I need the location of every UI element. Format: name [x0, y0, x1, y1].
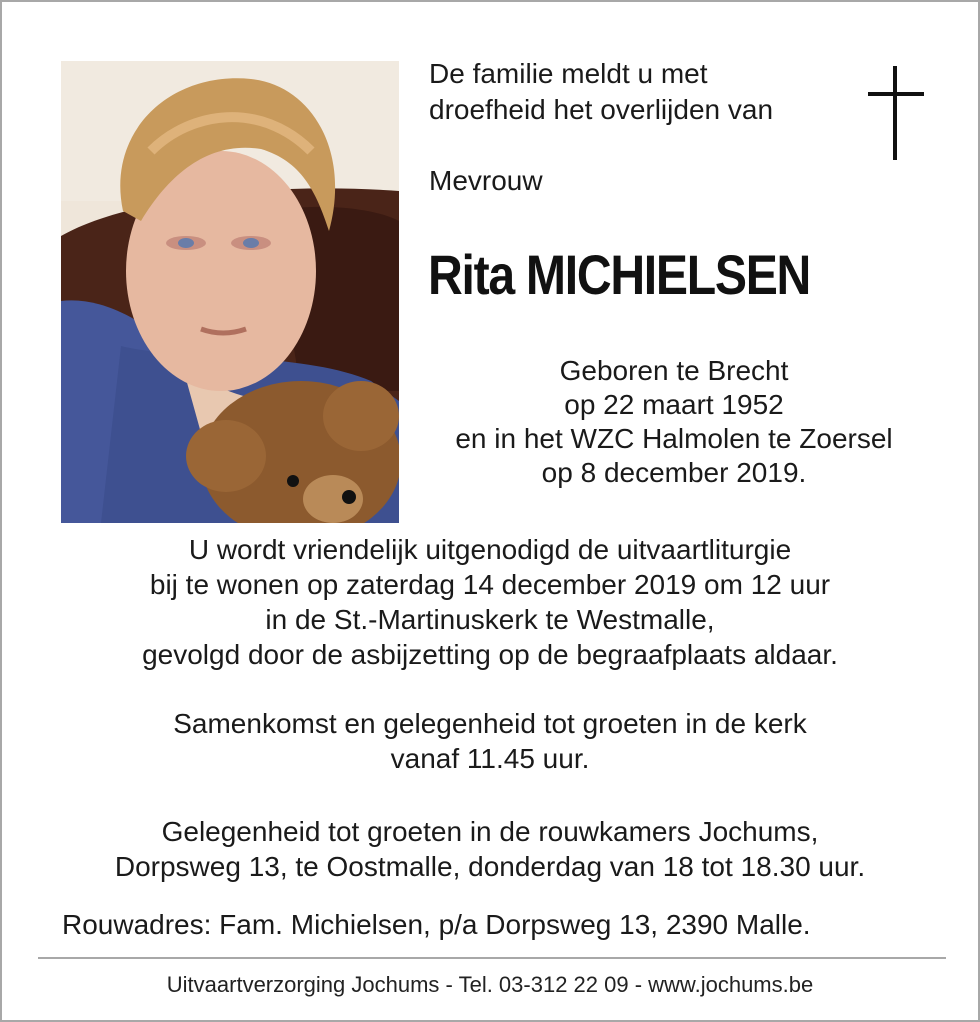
visitation-line: Gelegenheid tot groeten in de rouwkamers Jochums,	[161, 816, 819, 847]
invitation-line: gevolgd door de asbijzetting op de begraafplaats aldaar.	[142, 639, 838, 670]
funeral-invitation	[2, 532, 978, 672]
invitation-line: in de St.-Martinuskerk te Westmalle,	[265, 604, 715, 635]
intro-line-1: De familie meldt u met	[429, 58, 708, 89]
birth-line-1: Geboren te Brecht	[559, 355, 789, 386]
honorific: Mevrouw	[429, 165, 543, 196]
gathering-line: Samenkomst en gelegenheid tot groeten in de kerk	[173, 708, 807, 739]
invitation-line: U wordt vriendelijk uitgenodigd de uitvaartliturgie	[188, 534, 792, 565]
latin-cross-icon	[868, 66, 924, 160]
death-line-1: en in het WZC Halmolen te Zoersel	[455, 423, 893, 454]
funeral-home-footer: Uitvaartverzorging Jochums - Tel. 03-312 22 09 - www.jochums.be	[166, 972, 814, 997]
portrait-photo	[61, 61, 399, 523]
mourning-address: Rouwadres: Fam. Michielsen, p/a Dorpsweg 13, 2390 Malle.	[62, 909, 811, 940]
invitation-line: bij te wonen op zaterdag 14 december 2019 om 12 uur	[149, 569, 831, 600]
visitation-line: Dorpsweg 13, te Oostmalle, donderdag van 18 tot 18.30 uur.	[114, 851, 866, 882]
gathering-info	[2, 706, 978, 776]
birth-line-2: op 22 maart 1952	[564, 389, 784, 420]
divider	[38, 957, 946, 959]
deceased-name: Rita MICHIELSEN	[428, 243, 811, 306]
announcement-intro	[429, 56, 773, 128]
visitation-info	[2, 814, 978, 884]
gathering-line: vanaf 11.45 uur.	[390, 743, 590, 774]
birth-death-details	[429, 354, 919, 490]
death-line-2: op 8 december 2019.	[541, 457, 807, 488]
intro-line-2: droefheid het overlijden van	[429, 94, 774, 125]
